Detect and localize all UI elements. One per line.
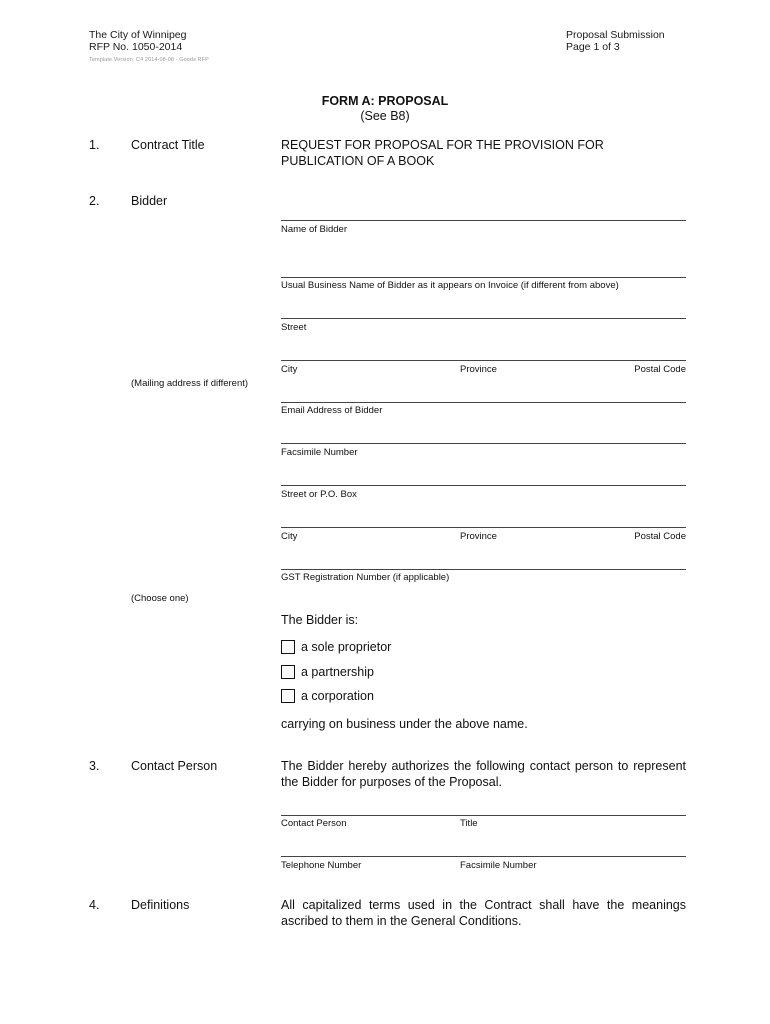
gst-number-label: GST Registration Number (if applicable) (281, 572, 450, 583)
city-province-postal-field[interactable] (281, 360, 686, 361)
mailing-city-province-postal-field[interactable] (281, 527, 686, 528)
name-of-bidder-label: Name of Bidder (281, 224, 348, 235)
form-subtitle: (See B8) (360, 109, 410, 123)
section-1-number: 1. (89, 138, 100, 152)
contact-facsimile-label: Facsimile Number (460, 860, 537, 871)
header-proposal-submission: Proposal Submission (566, 29, 665, 41)
header-rfp-number: RFP No. 1050-2014 (89, 41, 183, 53)
street-po-box-label: Street or P.O. Box (281, 489, 357, 500)
section-3-number: 3. (89, 759, 100, 773)
sole-proprietor-label: a sole proprietor (301, 640, 392, 654)
name-of-bidder-field[interactable] (281, 220, 686, 221)
telephone-label: Telephone Number (281, 860, 362, 871)
header-page-number: Page 1 of 3 (566, 41, 620, 53)
definitions-text: All capitalized terms used in the Contract shall have the meanings ascribed to them in the General Conditions. (281, 898, 686, 928)
section-3-label: Contact Person (131, 759, 218, 773)
section-4-label: Definitions (131, 898, 190, 912)
corporation-label: a corporation (301, 689, 374, 703)
city-label: City (281, 364, 298, 375)
contact-person-title-field[interactable] (281, 815, 686, 816)
contact-person-text: The Bidder hereby authorizes the following contact person to represent the Bidder for purposes of the Proposal. (281, 759, 686, 789)
template-version-note: Template Version: C4 2014-08-08 - Goods RFP (89, 57, 209, 63)
facsimile-label: Facsimile Number (281, 447, 358, 458)
partnership-checkbox[interactable] (281, 665, 295, 679)
partnership-label: a partnership (301, 665, 374, 679)
section-2-label: Bidder (131, 194, 168, 208)
title-label: Title (460, 818, 478, 829)
form-title: FORM A: PROPOSAL (321, 94, 449, 108)
sole-proprietor-checkbox[interactable] (281, 640, 295, 654)
contact-person-label: Contact Person (281, 818, 347, 829)
telephone-facsimile-field[interactable] (281, 856, 686, 857)
carrying-on-business-text: carrying on business under the above name. (281, 717, 528, 731)
header-city: The City of Winnipeg (89, 29, 187, 41)
mailing-postal-code-label: Postal Code (634, 531, 686, 542)
gst-number-field[interactable] (281, 569, 686, 570)
email-field[interactable] (281, 402, 686, 403)
street-label: Street (281, 322, 307, 333)
bidder-is-text: The Bidder is: (281, 613, 359, 627)
street-field[interactable] (281, 318, 686, 319)
section-2-number: 2. (89, 194, 100, 208)
contract-title-text: REQUEST FOR PROPOSAL FOR THE PROVISION FOR PUBLICATION OF A BOOK (281, 138, 604, 168)
mailing-city-label: City (281, 531, 298, 542)
mailing-province-label: Province (460, 531, 497, 542)
corporation-checkbox[interactable] (281, 689, 295, 703)
province-label: Province (460, 364, 497, 375)
facsimile-field[interactable] (281, 443, 686, 444)
mailing-address-note: (Mailing address if different) (131, 378, 249, 389)
choose-one-note: (Choose one) (131, 593, 189, 604)
street-po-box-field[interactable] (281, 485, 686, 486)
section-1-label: Contract Title (131, 138, 205, 152)
usual-business-name-label: Usual Business Name of Bidder as it appears on Invoice (if different from above) (281, 280, 619, 291)
email-label: Email Address of Bidder (281, 405, 383, 416)
postal-code-label: Postal Code (634, 364, 686, 375)
usual-business-name-field[interactable] (281, 277, 686, 278)
section-4-number: 4. (89, 898, 100, 912)
